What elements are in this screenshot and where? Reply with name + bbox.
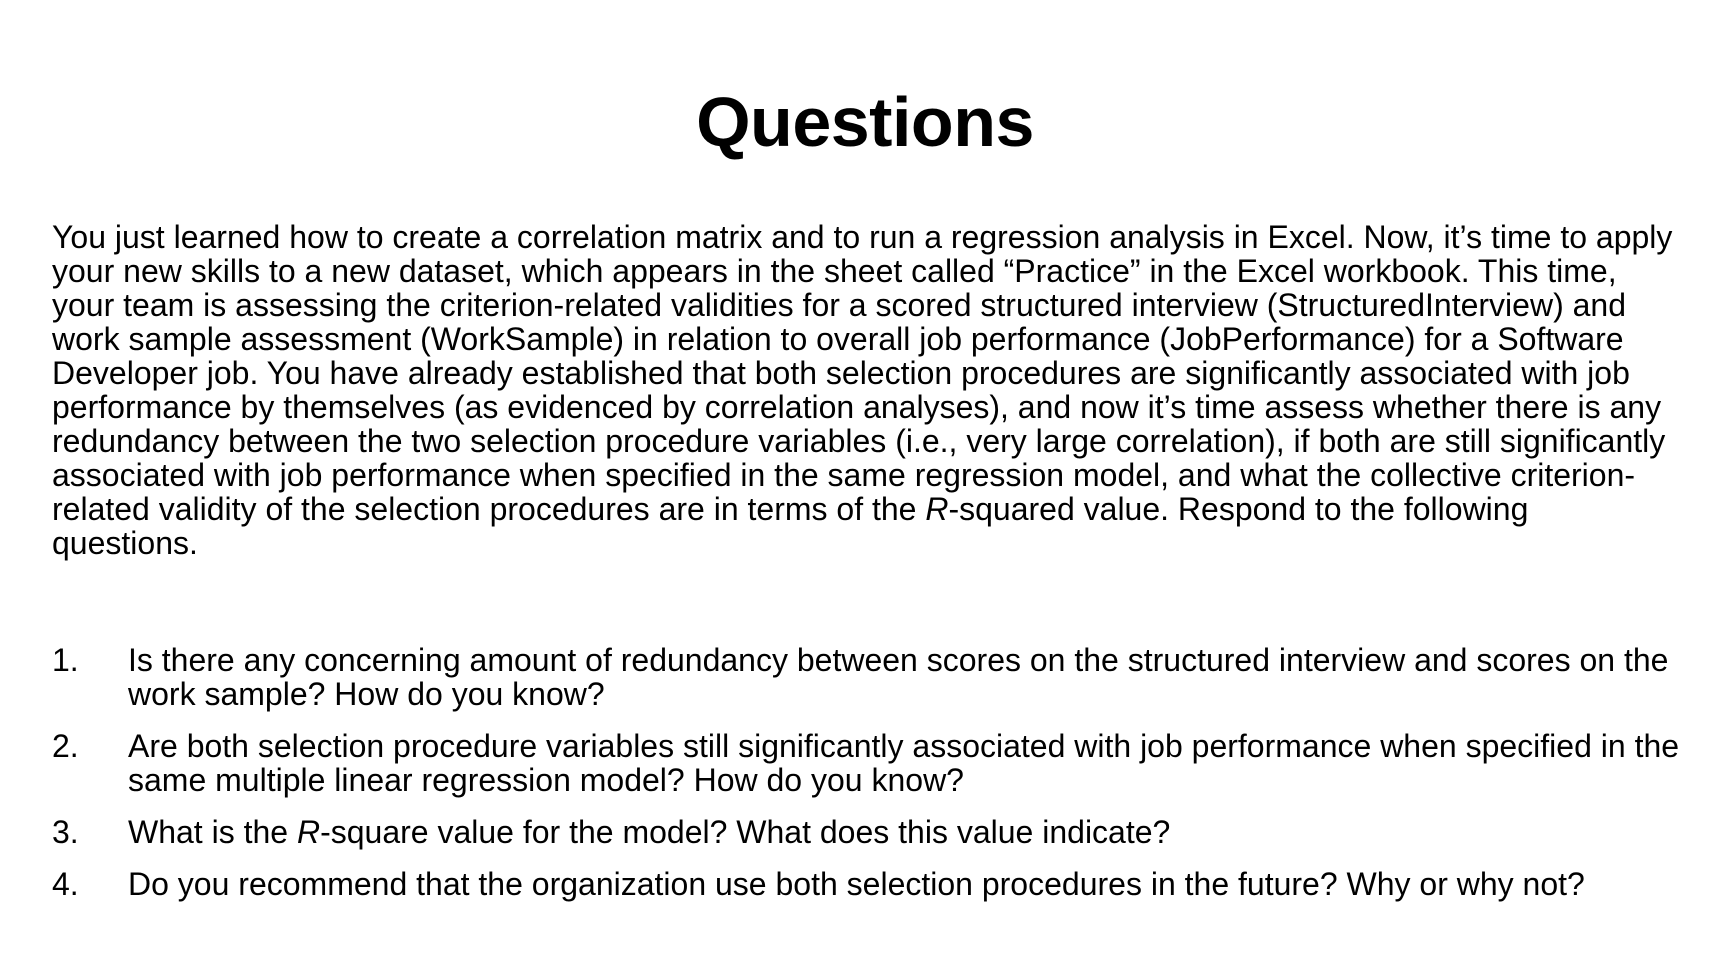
intro-text-part1: You just learned how to create a correlation matrix and to run a regression analysis in Excel. Now, it’s time to apply your new skills to a new dataset, which appears in the sheet called “Practice” in the Excel workbook. This time, your team is assessing the criterion-related validities for a scored structured interview (StructuredInterview) and work sample assessment (WorkSample) in relation to overall job performance (JobPerformance) for a Software Developer job. You have already established that both selection procedures are significantly associated with job performance by themselves (as evidenced by correlation analyses), and now it’s time assess whether there is any redundancy between the two selection procedure variables (i.e., very large correlation), if both are still significantly associated with job performance when specified in the same regression model, and what the collective criterion-related validity of the selection procedures are in terms of the <box>52 219 1673 527</box>
question-r-italic: R <box>296 814 321 850</box>
question-item-2 <box>52 729 1692 797</box>
question-item-4 <box>52 867 1692 901</box>
question-text-post: -square value for the model? What does this value indicate? <box>320 814 1171 850</box>
question-text: Do you recommend that the organization use both selection procedures in the future? Why or why not? <box>128 866 1585 902</box>
question-item-1 <box>52 643 1692 711</box>
questions-list <box>52 643 1692 919</box>
question-text <box>128 815 1692 849</box>
question-item-3 <box>52 815 1692 849</box>
question-text: Is there any concerning amount of redundancy between scores on the structured interview and scores on the work sample? How do you know? <box>128 642 1669 712</box>
intro-text-part2: -squared value. Respond to the following questions. <box>52 491 1529 561</box>
question-text-pre: What is the <box>128 814 297 850</box>
slide-title: Questions <box>696 83 1034 161</box>
question-number: 2. <box>52 728 79 764</box>
intro-paragraph <box>52 220 1682 560</box>
question-text: Are both selection procedure variables still significantly associated with job performance when specified in the same multiple linear regression model? How do you know? <box>128 728 1680 798</box>
intro-r-italic: R <box>925 491 949 527</box>
question-number: 1. <box>52 642 79 678</box>
question-number: 3. <box>52 814 79 850</box>
question-number: 4. <box>52 866 79 902</box>
